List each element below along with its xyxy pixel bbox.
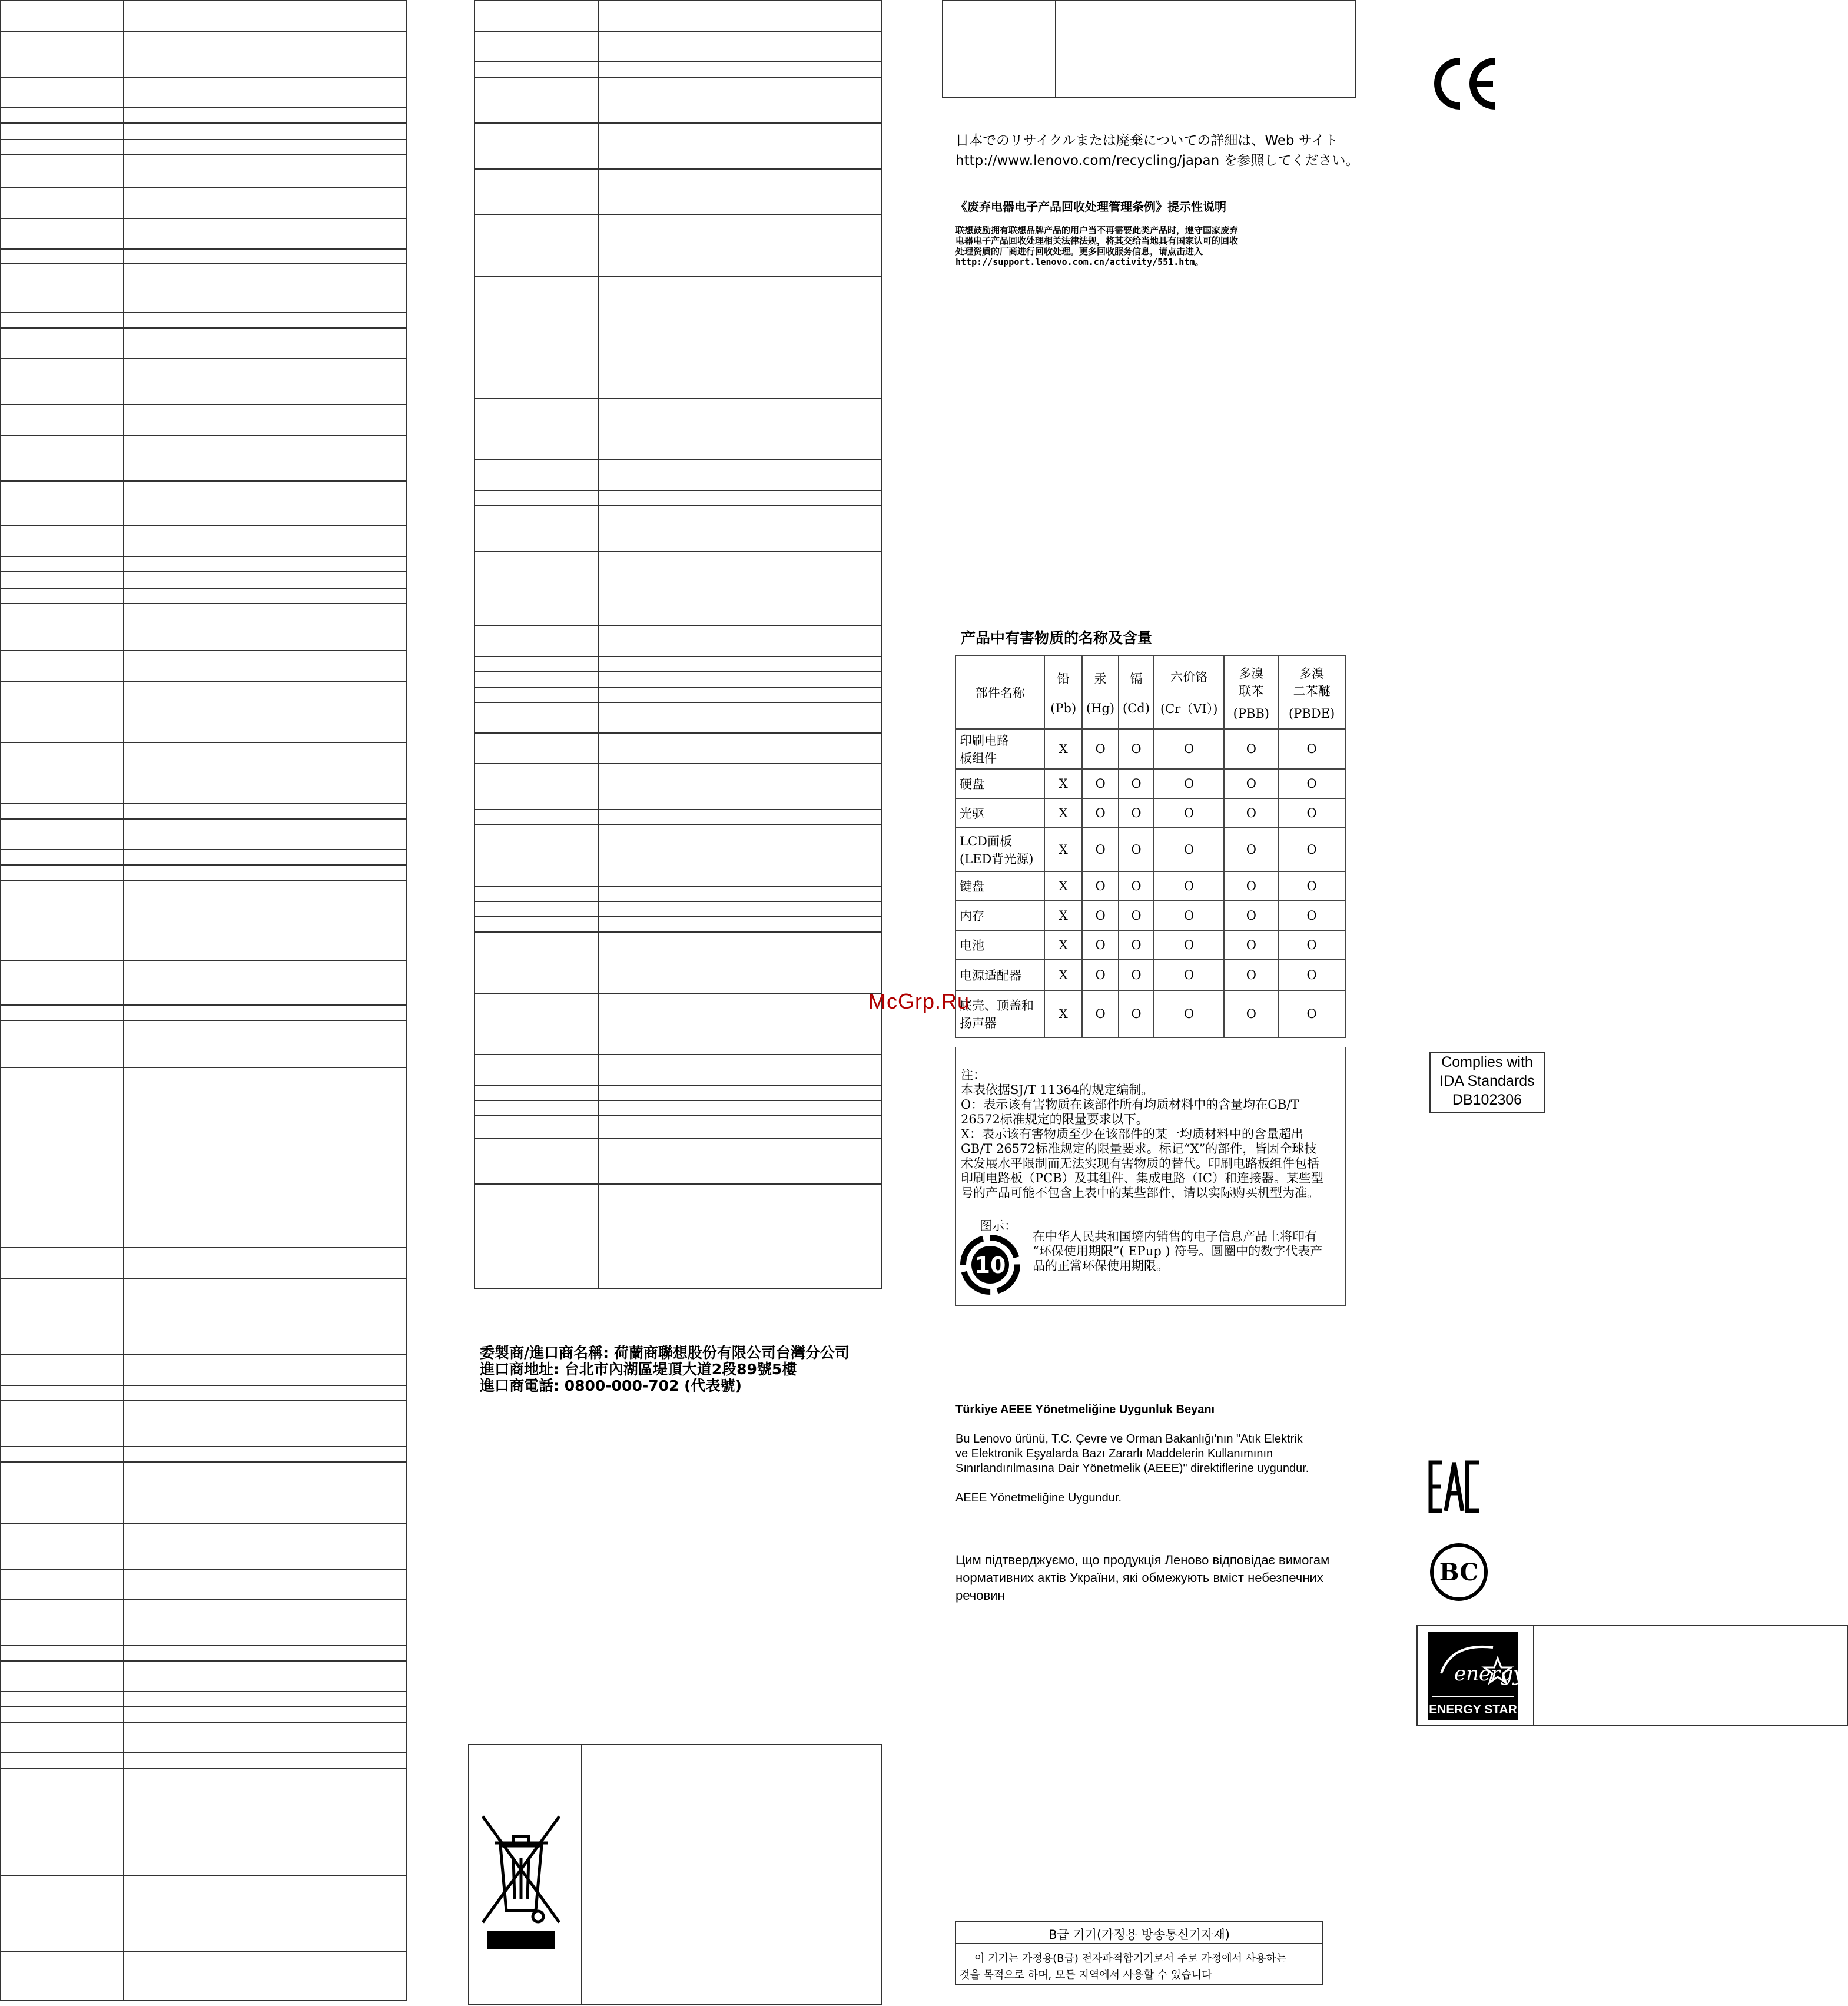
hazard-part-name: 印刷电路 板组件 [955, 729, 1044, 769]
empty-table-row-line [474, 809, 882, 810]
hazard-value-cell: O [1119, 990, 1154, 1037]
hazard-value-cell: O [1278, 828, 1345, 871]
hazard-value-cell: O [1082, 901, 1119, 930]
empty-table-row-line [474, 687, 882, 688]
hazard-part-name: 键盘 [955, 871, 1044, 901]
hazard-part-name: 硬盘 [955, 769, 1044, 798]
empty-table-row-line [474, 916, 882, 917]
hazard-col-symbol: (Hg) [1086, 701, 1115, 715]
empty-table-frame [0, 0, 407, 2001]
hazard-value-cell: O [1224, 990, 1278, 1037]
ida-line2: IDA Standards [1439, 1073, 1535, 1089]
eac-mark-icon [1428, 1460, 1481, 1513]
china-weee-link: http://support.lenovo.com.cn/activity/551.htm。 [955, 257, 1204, 267]
note-line: 号的产品可能不包含上表中的某些部件，请以实际购买机型为准。 [961, 1186, 1319, 1200]
empty-table-row-line [0, 1706, 407, 1707]
hazard-value-cell: O [1224, 769, 1278, 798]
hazard-value-cell: O [1224, 930, 1278, 960]
hazard-value-cell: X [1044, 798, 1082, 828]
hazard-value-cell: O [1154, 828, 1225, 871]
empty-table-row-line [474, 398, 882, 399]
hazard-value-cell: O [1082, 769, 1119, 798]
ukraine-line1: Цим підтверджуємо, що продукція Леново відповідає вимогам [955, 1553, 1330, 1567]
empty-table-row-line [0, 31, 407, 32]
empty-table-row-line [0, 864, 407, 866]
empty-table-row-line [0, 681, 407, 682]
epup-line3: 品的正常环保使用期限。 [1033, 1259, 1169, 1273]
hazard-col-name: 汞 [1094, 672, 1107, 686]
hazard-value-cell: O [1224, 871, 1278, 901]
ukraine-line2: нормативних актів України, які обмежують вміст небезпечних [955, 1570, 1323, 1585]
hazard-col-pbb [1224, 656, 1278, 729]
hazard-col-pb [1044, 656, 1082, 729]
empty-table-row-line [0, 263, 407, 264]
hazard-value-cell: O [1278, 769, 1345, 798]
empty-table-row-line [474, 505, 882, 506]
hazard-table-row [955, 769, 1345, 798]
empty-table-row-line [0, 1752, 407, 1753]
empty-table-row-line [474, 214, 882, 215]
hazard-col-pbde [1278, 656, 1345, 729]
hazard-value-cell: O [1154, 729, 1225, 769]
ida-line3: DB102306 [1452, 1092, 1522, 1108]
taiwan-importer-name: 委製商/進口商名稱: 荷蘭商聯想股份有限公司台灣分公司 [480, 1344, 850, 1361]
china-weee-line1: 联想鼓励拥有联想品牌产品的用户当不再需要此类产品时，遵守国家废弃 [955, 225, 1239, 236]
taiwan-importer-phone: 進口商電話: 0800-000-702 (代表號) [480, 1377, 742, 1394]
empty-table-row-line [0, 1768, 407, 1769]
empty-table-row-line [0, 880, 407, 881]
hazard-value-cell: O [1278, 901, 1345, 930]
hazard-col-hg [1082, 656, 1119, 729]
hazard-value-cell: X [1044, 871, 1082, 901]
hazard-value-cell: O [1082, 729, 1119, 769]
empty-table-row-line [474, 671, 882, 672]
hazard-value-cell: O [1082, 828, 1119, 871]
bc-mark-text: BC [1439, 1559, 1479, 1586]
china-weee-line2: 电器电子产品回收处理相关法律法规，将其交给当地具有国家认可的回收 [955, 236, 1239, 246]
empty-table-row-line [474, 702, 882, 703]
empty-table-row-line [0, 803, 407, 804]
hazard-table-title: 产品中有害物质的名称及含量 [961, 629, 1153, 646]
hazard-table-row [955, 729, 1345, 769]
ce-mark-icon [1427, 54, 1500, 113]
empty-table-row-line [0, 1645, 407, 1646]
hazard-table-notes [955, 1047, 1346, 1306]
energy-star-box-divider [1533, 1625, 1534, 1726]
energy-star-script: energy [1454, 1662, 1518, 1686]
china-weee-title: 《废弃电器电子产品回收处理管理条例》提示性说明 [955, 200, 1226, 214]
hazard-col-name: 镉 [1130, 672, 1143, 686]
empty-table-row-line [474, 1138, 882, 1139]
hazard-value-cell: O [1082, 930, 1119, 960]
empty-table-row-line [0, 1875, 407, 1876]
empty-table-row-line [0, 248, 407, 250]
watermark: McGrp.Ru [868, 989, 970, 1013]
hazard-value-cell: O [1119, 769, 1154, 798]
empty-table-row-line [0, 1020, 407, 1021]
hazard-value-cell: O [1224, 798, 1278, 828]
epup-line2: “环保使用期限”( EPup ) 符号。圆圈中的数字代表产 [1033, 1244, 1323, 1258]
turkey-line1: Bu Lenovo ürünü, T.C. Çevre ve Orman Bakanlığı'nın "Atık Elektrik [955, 1433, 1303, 1445]
empty-table-row-line [0, 818, 407, 820]
empty-table-row-line [0, 1660, 407, 1662]
japan-recycling-line1: 日本でのリサイクルまたは廃棄についての詳細は、Web サイト [955, 133, 1339, 148]
empty-table-row-line [474, 656, 882, 657]
hazard-table-row [955, 901, 1345, 930]
empty-table-row-line [0, 571, 407, 572]
korea-line1: 이 기기는 가정용(B급) 전자파적합기기로서 주로 가정에서 사용하는 [974, 1952, 1287, 1965]
empty-table-row-line [474, 931, 882, 933]
hazard-value-cell: O [1278, 960, 1345, 990]
empty-table-row-line [0, 312, 407, 313]
empty-table-row-line [0, 1067, 407, 1068]
hazard-part-name: 电源适配器 [955, 960, 1044, 990]
empty-table-column-divider [123, 0, 124, 2001]
hazard-value-cell: O [1154, 798, 1225, 828]
korea-line2: 것을 목적으로 하며, 모든 지역에서 사용할 수 있습니다 [960, 1969, 1212, 1981]
empty-table-row-line [0, 556, 407, 557]
hazard-value-cell: O [1154, 901, 1225, 930]
hazard-value-cell: O [1119, 729, 1154, 769]
empty-table-row-line [0, 603, 407, 604]
empty-table-row-line [474, 886, 882, 887]
empty-table-row-line [474, 1115, 882, 1116]
empty-table-row-line [474, 732, 882, 734]
hazard-value-cell: O [1278, 990, 1345, 1037]
hazard-value-cell: O [1082, 960, 1119, 990]
empty-table-row-line [474, 31, 882, 32]
empty-table-row-line [0, 1691, 407, 1692]
empty-table-row-line [474, 1100, 882, 1101]
empty-table-row-line [0, 1354, 407, 1355]
empty-table-row-line [474, 168, 882, 170]
hazard-table-row [955, 990, 1345, 1037]
empty-table-row-line [474, 490, 882, 491]
hazard-table-row [955, 828, 1345, 871]
note-line: 印刷电路板（PCB）及其组件、集成电路（IC）和连接器。某些型 [961, 1171, 1323, 1185]
hazard-value-cell: O [1154, 769, 1225, 798]
hazard-table-row [955, 871, 1345, 901]
empty-table-row-line [474, 61, 882, 62]
empty-table-row-line [0, 358, 407, 359]
note-line: 26572标准规定的限量要求以下。 [961, 1112, 1149, 1126]
empty-table-row-line [0, 404, 407, 405]
hazard-value-cell: X [1044, 930, 1082, 960]
top-empty-box [942, 0, 1356, 98]
hazard-part-name: 底壳、顶盖和 扬声器 [955, 990, 1044, 1037]
empty-table-row-line [0, 1278, 407, 1279]
empty-table-row-line [474, 1183, 882, 1185]
hazard-value-cell: O [1278, 729, 1345, 769]
empty-table-row-line [474, 993, 882, 994]
empty-table-row-line [474, 459, 882, 460]
hazard-col-symbol: (PBB) [1233, 707, 1270, 721]
empty-table-row-line [0, 1400, 407, 1401]
empty-table-row-line [0, 327, 407, 329]
empty-table-row-line [474, 625, 882, 626]
empty-table-row-line [0, 588, 407, 589]
hazard-value-cell: O [1119, 960, 1154, 990]
empty-table-row-line [474, 276, 882, 277]
empty-table-row-line [474, 1054, 882, 1055]
hazard-value-cell: O [1154, 871, 1225, 901]
hazard-value-cell: X [1044, 729, 1082, 769]
hazard-value-cell: O [1278, 871, 1345, 901]
hazard-part-name: 光驱 [955, 798, 1044, 828]
hazard-value-cell: X [1044, 828, 1082, 871]
hazard-value-cell: O [1278, 798, 1345, 828]
empty-table-row-line [474, 901, 882, 902]
empty-table-row-line [0, 480, 407, 482]
japan-recycling-line2: http://www.lenovo.com/recycling/japan を参照してください。 [955, 153, 1359, 168]
note-line: 术发展水平限制而无法实现有害物质的替代。印刷电路板组件包括 [961, 1156, 1319, 1171]
hazard-col-symbol: (Cr（VI）) [1160, 702, 1218, 716]
empty-table-row-line [0, 1385, 407, 1386]
hazard-table-row [955, 798, 1345, 828]
hazard-value-cell: O [1119, 901, 1154, 930]
hazard-value-cell: X [1044, 990, 1082, 1037]
hazard-value-cell: O [1082, 990, 1119, 1037]
empty-table-row-line [474, 1085, 882, 1086]
hazard-col-name: 多溴 联苯 [1239, 667, 1264, 698]
epup-10-icon [960, 1234, 1021, 1295]
empty-table-row-line [0, 650, 407, 651]
empty-table-row-line [0, 218, 407, 219]
empty-table-row-line [0, 1569, 407, 1570]
hazard-col-symbol: (Pb) [1050, 701, 1077, 715]
empty-table-frame [474, 0, 882, 1289]
empty-table-row-line [0, 1951, 407, 1952]
korea-box-divider [955, 1943, 1323, 1944]
hazard-table-part-header: 部件名称 [955, 656, 1044, 729]
ida-line1: Complies with [1441, 1054, 1533, 1070]
hazard-table [955, 655, 1346, 1038]
ukraine-line3: речовин [955, 1588, 1005, 1603]
empty-table-row-line [0, 187, 407, 188]
hazard-col-symbol: (Cd) [1122, 701, 1150, 715]
hazard-part-name: 内存 [955, 901, 1044, 930]
turkey-line3: Sınırlandırılmasına Dair Yönetmelik (AEEE)" direktiflerine uygundur. [955, 1462, 1309, 1475]
empty-table-row-line [0, 849, 407, 850]
crossed-bin-icon [477, 1811, 565, 1952]
hazard-part-name: 电池 [955, 930, 1044, 960]
hazard-value-cell: O [1082, 798, 1119, 828]
hazard-value-cell: O [1224, 960, 1278, 990]
empty-table-row-line [0, 1599, 407, 1600]
empty-table-row-line [0, 1446, 407, 1447]
hazard-value-cell: X [1044, 769, 1082, 798]
epup-line1: 在中华人民共和国境内销售的电子信息产品上将印有 [1033, 1229, 1317, 1244]
empty-table-row-line [0, 1461, 407, 1463]
epup-number: 10 [974, 1252, 1006, 1278]
hazard-value-cell: O [1119, 798, 1154, 828]
empty-table-row-line [0, 139, 407, 140]
hazard-value-cell: O [1154, 930, 1225, 960]
hazard-col-cd [1119, 656, 1154, 729]
note-line: GB/T 26572标准规定的限量要求。标记“X”的部件，皆因全球技 [961, 1142, 1317, 1156]
hazard-value-cell: O [1278, 930, 1345, 960]
empty-table-row-line [0, 107, 407, 108]
hazard-table-row [955, 960, 1345, 990]
energy-star-label: ENERGY STAR [1429, 1703, 1517, 1716]
empty-table-row-line [474, 551, 882, 552]
china-weee-line3: 处理资质的厂商进行回收处理。更多回收服务信息，请点击进入 [955, 246, 1203, 257]
empty-table-row-line [0, 1004, 407, 1006]
hazard-col-name: 铅 [1057, 672, 1070, 686]
hazard-table-header-row [955, 656, 1345, 729]
empty-table-row-line [0, 77, 407, 78]
empty-table-row-line [0, 1523, 407, 1524]
hazard-value-cell: O [1224, 901, 1278, 930]
energy-star-logo-icon [1428, 1632, 1518, 1720]
hazard-value-cell: X [1044, 960, 1082, 990]
hazard-value-cell: X [1044, 901, 1082, 930]
hazard-value-cell: O [1119, 871, 1154, 901]
turkey-title: Türkiye AEEE Yönetmeliğine Uygunluk Beyanı [955, 1403, 1215, 1416]
taiwan-importer-address: 進口商地址: 台北市內湖區堤頂大道2段89號5樓 [480, 1361, 797, 1378]
empty-table-row-line [474, 122, 882, 124]
hazard-col-name: 六价铬 [1170, 670, 1208, 684]
hazard-value-cell: O [1119, 828, 1154, 871]
turkey-line4: AEEE Yönetmeliğine Uygundur. [955, 1491, 1122, 1504]
empty-table-column-divider [598, 0, 599, 1289]
hazard-col-symbol: (PBDE) [1289, 707, 1335, 721]
empty-table-row-line [0, 1247, 407, 1248]
note-line: X：表示该有害物质至少在该部件的某一均质材料中的含量超出 [961, 1127, 1303, 1141]
empty-table-row-line [0, 742, 407, 743]
hazard-table-row [955, 930, 1345, 960]
top-empty-box-divider [1055, 0, 1056, 98]
hazard-value-cell: O [1224, 828, 1278, 871]
hazard-col-cr6 [1154, 656, 1225, 729]
note-line: O：表示该有害物质在该部件所有均质材料中的含量均在GB/T [961, 1098, 1299, 1112]
hazard-part-name: LCD面板 (LED背光源) [955, 828, 1044, 871]
empty-table-row-line [0, 122, 407, 124]
weee-box-divider [581, 1744, 582, 2005]
hazard-value-cell: O [1119, 930, 1154, 960]
empty-table-row-line [0, 1722, 407, 1723]
empty-table-row-line [0, 154, 407, 155]
hazard-value-cell: O [1154, 960, 1225, 990]
hazard-value-cell: O [1154, 990, 1225, 1037]
bc-mark-icon [1428, 1541, 1489, 1603]
hazard-value-cell: O [1082, 871, 1119, 901]
empty-table-row-line [0, 525, 407, 526]
empty-table-row-line [0, 960, 407, 961]
note-line: 注： [961, 1068, 986, 1082]
note-line: 本表依据SJ/T 11364的规定编制。 [961, 1083, 1154, 1097]
empty-table-row-line [474, 824, 882, 825]
note-icon-label: 图示： [980, 1219, 1017, 1233]
empty-table-row-line [474, 763, 882, 764]
empty-table-row-line [474, 77, 882, 78]
hazard-col-name: 多溴 二苯醚 [1293, 667, 1331, 698]
empty-table-row-line [0, 435, 407, 436]
hazard-value-cell: O [1224, 729, 1278, 769]
turkey-line2: ve Elektronik Eşyalarda Bazı Zararlı Maddelerin Kullanımının [955, 1447, 1273, 1460]
korea-title: B급 기기(가정용 방송통신기자재) [1049, 1928, 1230, 1942]
